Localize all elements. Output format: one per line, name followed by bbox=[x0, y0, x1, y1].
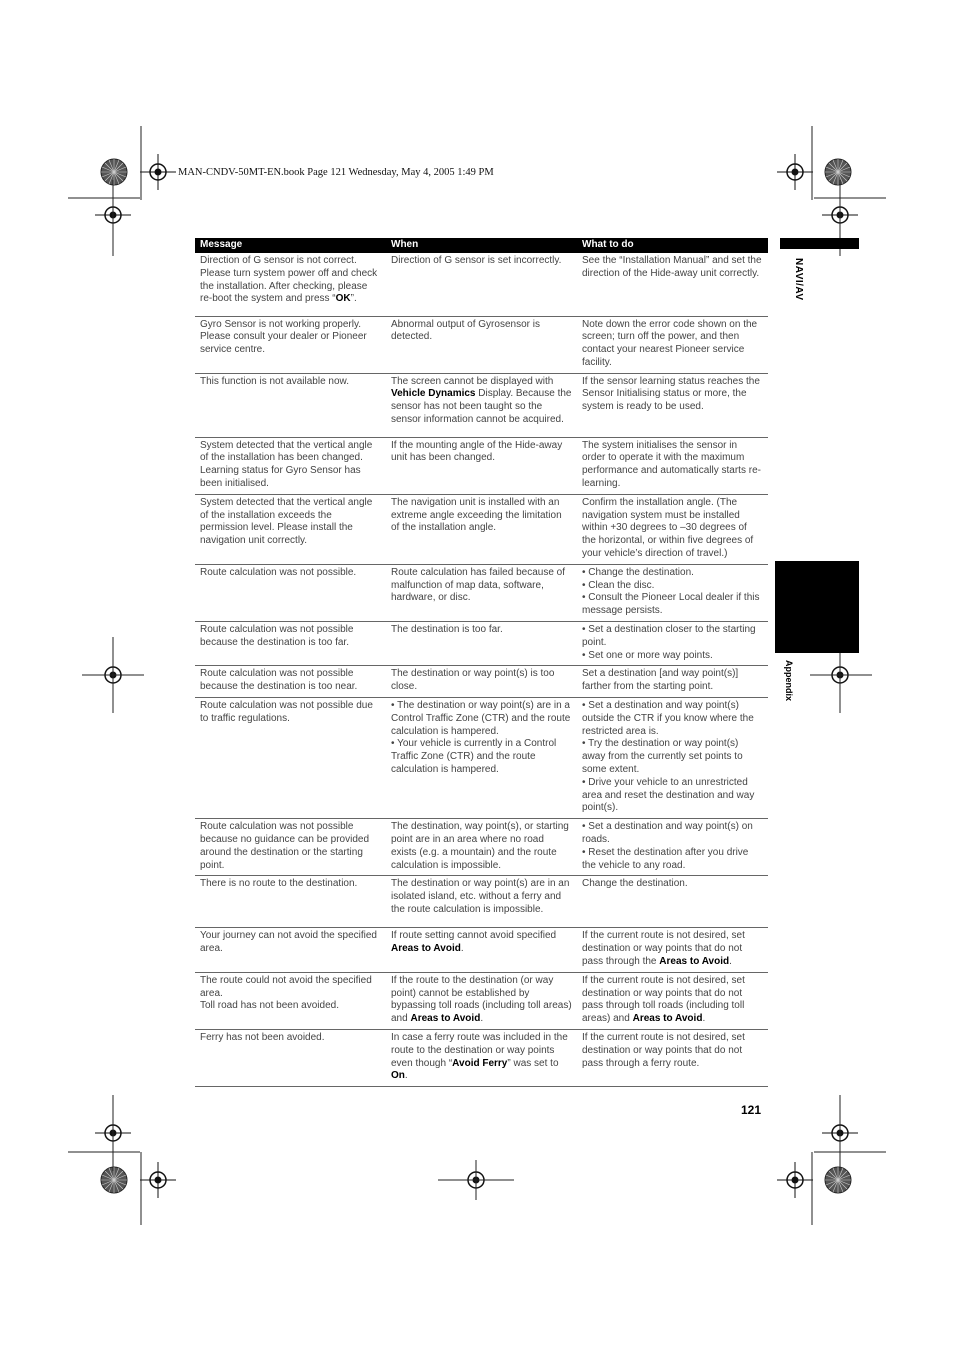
section-label-navi: NAVI/AV bbox=[793, 258, 804, 301]
cell-what-to-do: Note down the error code shown on the screen; turn off the power, and then contact your nearest Pioneer service facility. bbox=[577, 316, 768, 373]
cell-message: The route could not avoid the specified area. Toll road has not been avoided. bbox=[195, 972, 386, 1029]
cell-message: System detected that the vertical angle of the installation has been changed. Learning status for Gyro Sensor has been initialised. bbox=[195, 437, 386, 494]
cell-what-to-do: • Change the destination. • Clean the disc. • Consult the Pioneer Local dealer if this message persists. bbox=[577, 564, 768, 621]
registration-star-icon bbox=[825, 1167, 851, 1193]
cell-message: This function is not available now. bbox=[195, 373, 386, 437]
cell-when: The destination, way point(s), or starting point are in an area where no road exists (e.g. a mountain) and the route calculation is impossible. bbox=[386, 819, 577, 876]
cell-when: • The destination or way point(s) are in a Control Traffic Zone (CTR) and the route calculation is hampered. • Your vehicle is currently in a Control Traffic Zone (CTR) and the route calculation is hampered. bbox=[386, 698, 577, 819]
cell-what-to-do: If the sensor learning status reaches the Sensor Initialising status or more, the system is ready to be used. bbox=[577, 373, 768, 437]
cell-what-to-do: If the current route is not desired, set destination or way points that do not pass through toll roads (including toll areas) and Areas to Avoid. bbox=[577, 972, 768, 1029]
table-body bbox=[195, 253, 768, 1087]
cell-message: Route calculation was not possible because the destination is too far. bbox=[195, 622, 386, 666]
cell-when: In case a ferry route was included in the route to the destination or way points even though “Avoid Ferry” was set to On. bbox=[386, 1029, 577, 1086]
cell-message: Route calculation was not possible because the destination is too near. bbox=[195, 666, 386, 698]
cell-what-to-do: If the current route is not desired, set destination or way points that do not pass through a ferry route. bbox=[577, 1029, 768, 1086]
cell-when: The navigation unit is installed with an extreme angle exceeding the limitation of the installation angle. bbox=[386, 494, 577, 564]
table-row bbox=[195, 972, 768, 1029]
page-number: 121 bbox=[741, 1103, 762, 1117]
cell-when: If route setting cannot avoid specified Areas to Avoid. bbox=[386, 928, 577, 972]
section-tab-appendix bbox=[775, 561, 859, 653]
cell-what-to-do: If the current route is not desired, set destination or way points that do not pass through the Areas to Avoid. bbox=[577, 928, 768, 972]
table-row bbox=[195, 253, 768, 316]
print-header: MAN-CNDV-50MT-EN.book Page 121 Wednesday, May 4, 2005 1:49 PM bbox=[178, 167, 494, 178]
cell-message: System detected that the vertical angle of the installation exceeds the permission level. Please install the navigation unit correctly. bbox=[195, 494, 386, 564]
table-row bbox=[195, 928, 768, 972]
table-row bbox=[195, 666, 768, 698]
message-table bbox=[195, 238, 768, 1087]
cell-what-to-do: • Set a destination and way point(s) on roads. • Reset the destination after you drive the vehicle to any road. bbox=[577, 819, 768, 876]
section-tab-bar bbox=[780, 238, 859, 249]
cell-what-to-do: Set a destination [and way point(s)] farther from the starting point. bbox=[577, 666, 768, 698]
table-row bbox=[195, 819, 768, 876]
cell-message: Ferry has not been avoided. bbox=[195, 1029, 386, 1086]
section-label-appendix: Appendix bbox=[784, 660, 794, 702]
cell-when: The destination or way point(s) is too close. bbox=[386, 666, 577, 698]
table-row bbox=[195, 373, 768, 437]
cell-when: The screen cannot be displayed with Vehicle Dynamics Display. Because the sensor has not been taught so the sensor information cannot be acquired. bbox=[386, 373, 577, 437]
cell-what-to-do: • Set a destination and way point(s) outside the CTR if you know where the restricted area is. • Try the destination or way point(s) away from the currently set points to some extent. • Drive your vehicle to an unrestricted area and reset the destination and way point(s). bbox=[577, 698, 768, 819]
cell-message: Route calculation was not possible due to traffic regulations. bbox=[195, 698, 386, 819]
table-row bbox=[195, 316, 768, 373]
cell-when: The destination is too far. bbox=[386, 622, 577, 666]
cell-message: Your journey can not avoid the specified area. bbox=[195, 928, 386, 972]
cell-when: Direction of G sensor is set incorrectly. bbox=[386, 253, 577, 316]
cell-message: There is no route to the destination. bbox=[195, 876, 386, 928]
cell-when: If the mounting angle of the Hide-away unit has been changed. bbox=[386, 437, 577, 494]
cell-message: Route calculation was not possible. bbox=[195, 564, 386, 621]
cell-what-to-do: See the “Installation Manual” and set the direction of the Hide-away unit correctly. bbox=[577, 253, 768, 316]
cell-when: The destination or way point(s) are in an isolated island, etc. without a ferry and the route calculation is impossible. bbox=[386, 876, 577, 928]
column-header-what-to-do: What to do bbox=[577, 238, 768, 253]
table-row bbox=[195, 622, 768, 666]
table-row bbox=[195, 437, 768, 494]
table-row bbox=[195, 876, 768, 928]
cell-what-to-do: The system initialises the sensor in order to operate it with the maximum performance and automatically starts re-learning. bbox=[577, 437, 768, 494]
cell-what-to-do: Change the destination. bbox=[577, 876, 768, 928]
column-header-message: Message bbox=[195, 238, 386, 253]
cell-message: Route calculation was not possible because no guidance can be provided around the destination or the starting point. bbox=[195, 819, 386, 876]
cell-when: Route calculation has failed because of malfunction of map data, software, hardware, or disc. bbox=[386, 564, 577, 621]
cell-what-to-do: Confirm the installation angle. (The navigation system must be installed within +30 degrees to –30 degrees of the horizontal, or within five degrees of your vehicle’s direction of travel.) bbox=[577, 494, 768, 564]
column-header-when: When bbox=[386, 238, 577, 253]
cell-when: If the route to the destination (or way point) cannot be established by bypassing toll roads (including toll areas) and Areas to Avoid. bbox=[386, 972, 577, 1029]
table-row bbox=[195, 1029, 768, 1086]
table-header-row bbox=[195, 238, 768, 253]
table-row bbox=[195, 564, 768, 621]
table-row bbox=[195, 698, 768, 819]
cell-when: Abnormal output of Gyrosensor is detected. bbox=[386, 316, 577, 373]
cell-message: Direction of G sensor is not correct. Please turn system power off and check the installation. After checking, please re-boot the system and press “OK”. bbox=[195, 253, 386, 316]
registration-star-icon bbox=[101, 159, 127, 185]
registration-star-icon bbox=[825, 159, 851, 185]
table-row bbox=[195, 494, 768, 564]
cell-message: Gyro Sensor is not working properly. Please consult your dealer or Pioneer service centre. bbox=[195, 316, 386, 373]
cell-what-to-do: • Set a destination closer to the starting point. • Set one or more way points. bbox=[577, 622, 768, 666]
registration-star-icon bbox=[101, 1167, 127, 1193]
